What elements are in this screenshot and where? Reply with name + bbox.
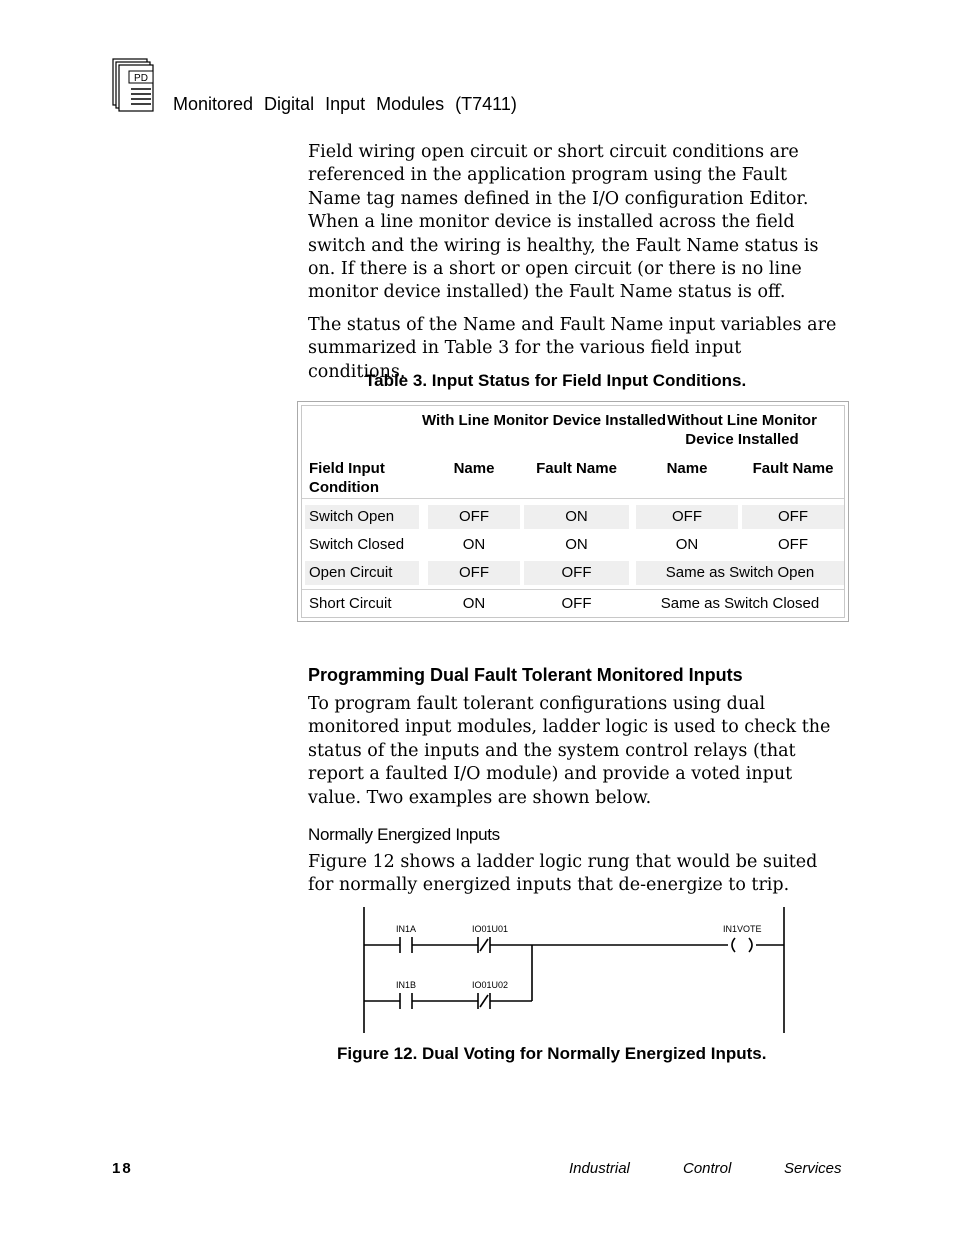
running-header: Monitored Digital Input Modules (T7411): [173, 94, 517, 114]
figure-caption: Figure 12. Dual Voting for Normally Energized Inputs.: [337, 1044, 767, 1063]
footer-text-industrial: Industrial: [569, 1160, 630, 1177]
table-row-condition: Switch Open: [309, 508, 395, 525]
table-cell-merged: Same as Switch Open: [665, 564, 815, 581]
contact-io01u02-label: IO01U02: [472, 980, 509, 990]
section-heading: Programming Dual Fault Tolerant Monitored Inputs: [308, 665, 743, 685]
ladder-diagram: [360, 905, 790, 1040]
table-cell: OFF: [459, 508, 489, 525]
paragraph-fault-name: Field wiring open circuit or short circuit conditions are referenced in the application program using the Fault Name tag names defined in the I/O configuration Editor. When a line monitor device is installed across the field switch and the wiring is healthy, the Fault Name status is on. If there is a short or open circuit (or there is no line monitor device installed) the Fault Name status is off.: [308, 142, 819, 303]
header-with-monitor: With Line Monitor Device Installed: [422, 412, 667, 429]
table-caption: Table 3. Input Status for Field Input Conditions.: [365, 371, 747, 390]
table-cell: OFF: [778, 508, 808, 525]
paragraph-programming: To program fault tolerant configurations using dual monitored input modules, ladder logic is used to check the status of the inputs and the system control relays (that report a faulted I/O module) and provide a voted input value. Two examples are shown below.: [308, 694, 831, 808]
header-without-fault-name: Fault Name: [752, 460, 834, 477]
header-without-monitor: Without Line Monitor Device Installed: [667, 412, 817, 448]
table-row-condition: Switch Closed: [309, 536, 405, 553]
coil-in1vote-label: IN1VOTE: [723, 924, 762, 934]
page-number: 18: [112, 1160, 133, 1177]
document-icon: [112, 58, 156, 112]
table-cell: OFF: [459, 564, 489, 581]
table-cell: OFF: [672, 508, 702, 525]
table-cell-merged: Same as Switch Closed: [660, 595, 820, 612]
table-cell: ON: [565, 536, 588, 553]
footer-text-control: Control: [683, 1160, 732, 1177]
table-cell: ON: [675, 536, 699, 553]
footer-text-services: Services: [784, 1160, 842, 1177]
table-cell: ON: [462, 536, 486, 553]
header-with-name: Name: [453, 460, 495, 477]
input-status-table: [297, 401, 849, 622]
table-cell: ON: [462, 595, 486, 612]
paragraph-status-summary: The status of the Name and Fault Name input variables are summarized in Table 3 for the various field input conditions.: [308, 315, 837, 382]
table-row-condition: Short Circuit: [309, 595, 392, 612]
table-row-condition: Open Circuit: [309, 564, 393, 581]
table-cell: OFF: [561, 595, 592, 612]
header-field-input-condition: Field Input Condition: [309, 460, 385, 496]
paragraph-figure-intro: Figure 12 shows a ladder logic rung that would be suited for normally energized inputs that de-energize to trip.: [308, 852, 818, 896]
table-cell: OFF: [778, 536, 808, 553]
header-with-fault-name: Fault Name: [536, 460, 617, 477]
contact-in1b-label: IN1B: [396, 980, 417, 990]
table-cell: OFF: [561, 564, 592, 581]
table-cell: ON: [565, 508, 588, 525]
header-without-name: Name: [666, 460, 708, 477]
contact-io01u01-label: IO01U01: [472, 924, 509, 934]
document-icon-label: PD: [134, 73, 148, 84]
contact-in1a-label: IN1A: [396, 924, 417, 934]
subheading: Normally Energized Inputs: [308, 825, 500, 844]
